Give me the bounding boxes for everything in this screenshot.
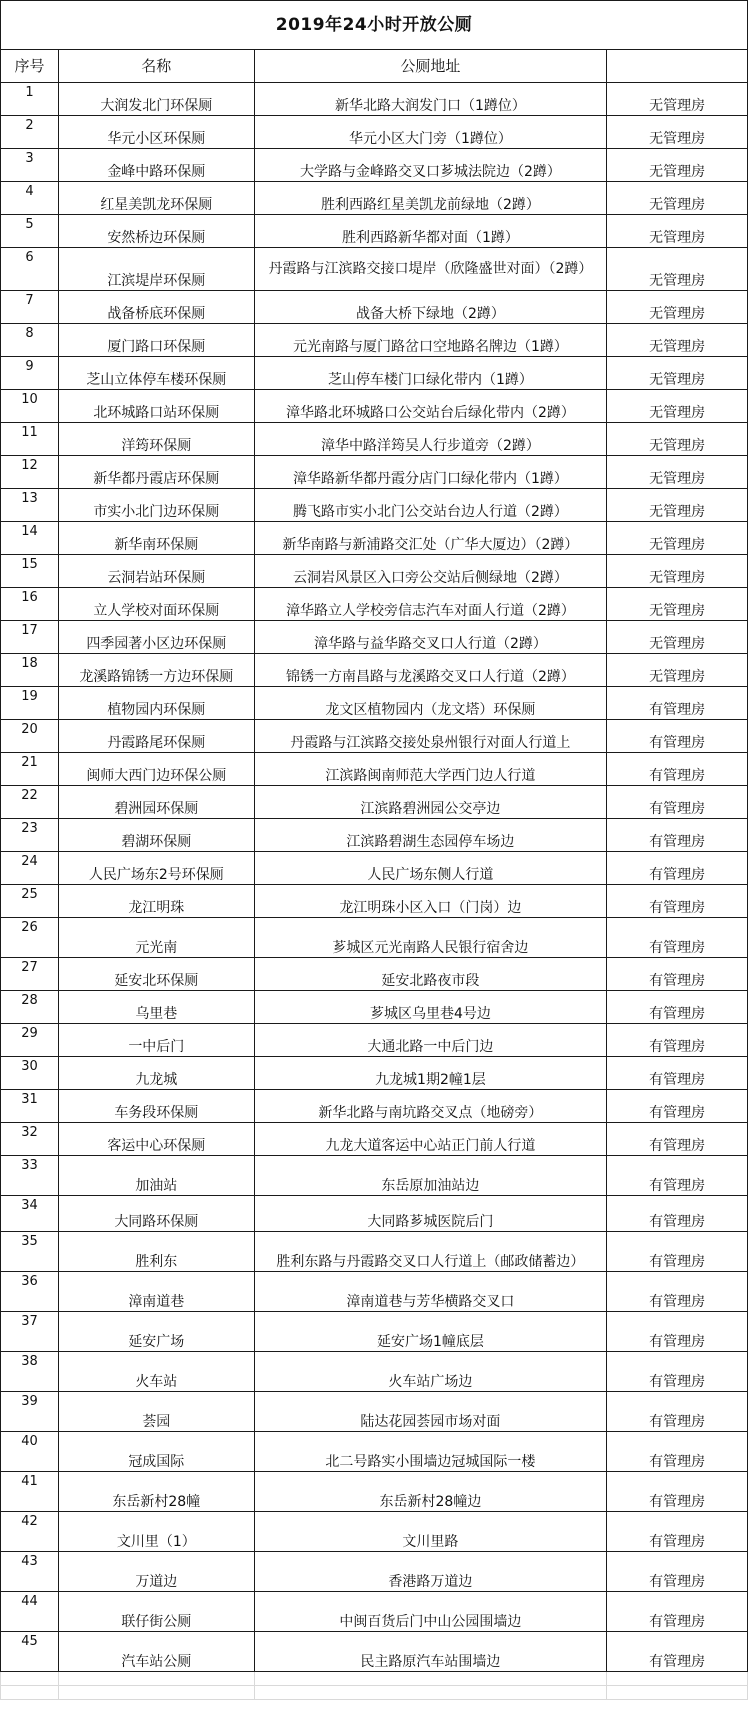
toilet-type: 无管理房: [607, 588, 748, 621]
empty-cell: [607, 1672, 748, 1686]
table-row: [1, 357, 748, 390]
toilet-type: 有管理房: [607, 720, 748, 753]
table-row: [1, 324, 748, 357]
toilet-address: 丹霞路与江滨路交接处泉州银行对面人行道上: [254, 720, 606, 753]
row-number: 1: [1, 83, 59, 116]
table-row: [1, 1632, 748, 1672]
toilet-address: 胜利西路红星美凯龙前绿地（2蹲）: [254, 182, 606, 215]
toilet-type: 有管理房: [607, 1232, 748, 1272]
toilet-type: 无管理房: [607, 149, 748, 182]
toilet-type: 有管理房: [607, 1123, 748, 1156]
toilet-address: 漳华路新华都丹霞分店门口绿化带内（1蹲）: [254, 456, 606, 489]
row-number: 34: [1, 1196, 59, 1232]
toilet-name: 火车站: [58, 1352, 254, 1392]
toilet-name: 一中后门: [58, 1024, 254, 1057]
toilet-type: 有管理房: [607, 1312, 748, 1352]
toilet-type: 无管理房: [607, 182, 748, 215]
table-row: [1, 522, 748, 555]
toilet-address: 九龙城1期2幢1层: [254, 1057, 606, 1090]
toilet-name: 龙江明珠: [58, 885, 254, 918]
toilet-address: 胜利东路与丹霞路交叉口人行道上（邮政储蓄边）: [254, 1232, 606, 1272]
table-row: [1, 720, 748, 753]
toilet-name: 九龙城: [58, 1057, 254, 1090]
toilet-type: 有管理房: [607, 885, 748, 918]
toilet-address: 东岳原加油站边: [254, 1156, 606, 1196]
row-number: 28: [1, 991, 59, 1024]
toilet-address: 延安广场1幢底层: [254, 1312, 606, 1352]
empty-cell: [254, 1686, 606, 1700]
row-number: 19: [1, 687, 59, 720]
toilet-type: 无管理房: [607, 291, 748, 324]
toilet-address: 大通北路一中后门边: [254, 1024, 606, 1057]
toilet-type: 有管理房: [607, 958, 748, 991]
empty-cell: [1, 1686, 59, 1700]
empty-cell: [254, 1672, 606, 1686]
row-number: 16: [1, 588, 59, 621]
toilet-type: 有管理房: [607, 1196, 748, 1232]
toilet-address: 人民广场东侧人行道: [254, 852, 606, 885]
toilet-name: 荟园: [58, 1392, 254, 1432]
toilet-address: 江滨路碧洲园公交亭边: [254, 786, 606, 819]
toilet-name: 北环城路口站环保厕: [58, 390, 254, 423]
row-number: 13: [1, 489, 59, 522]
toilet-type: 无管理房: [607, 555, 748, 588]
empty-cell: [58, 1686, 254, 1700]
table-row: [1, 555, 748, 588]
toilet-name: 碧湖环保厕: [58, 819, 254, 852]
toilet-type: 无管理房: [607, 248, 748, 291]
table-row: [1, 918, 748, 958]
toilet-type: 有管理房: [607, 1432, 748, 1472]
header-address: 公厕地址: [254, 50, 606, 83]
toilet-name: 华元小区环保厕: [58, 116, 254, 149]
row-number: 23: [1, 819, 59, 852]
toilet-name: 云洞岩站环保厕: [58, 555, 254, 588]
row-number: 20: [1, 720, 59, 753]
toilet-type: 无管理房: [607, 456, 748, 489]
toilet-type: 有管理房: [607, 753, 748, 786]
row-number: 38: [1, 1352, 59, 1392]
toilet-address: 云洞岩风景区入口旁公交站后侧绿地（2蹲）: [254, 555, 606, 588]
table-row: [1, 1392, 748, 1432]
row-number: 39: [1, 1392, 59, 1432]
toilet-address: 芗城区乌里巷4号边: [254, 991, 606, 1024]
toilet-name: 联仔街公厕: [58, 1592, 254, 1632]
row-number: 33: [1, 1156, 59, 1196]
row-number: 40: [1, 1432, 59, 1472]
toilet-type: 有管理房: [607, 1512, 748, 1552]
table-row: [1, 215, 748, 248]
table-row: [1, 456, 748, 489]
row-number: 41: [1, 1472, 59, 1512]
row-number: 18: [1, 654, 59, 687]
toilet-address: 漳华路与益华路交叉口人行道（2蹲）: [254, 621, 606, 654]
toilet-type: 有管理房: [607, 1632, 748, 1672]
header-no: 序号: [1, 50, 59, 83]
table-row: [1, 83, 748, 116]
table-row: [1, 1552, 748, 1592]
toilet-address: 新华北路与南坑路交叉点（地磅旁）: [254, 1090, 606, 1123]
table-row: [1, 149, 748, 182]
toilet-type: 有管理房: [607, 1156, 748, 1196]
row-number: 14: [1, 522, 59, 555]
toilet-name: 延安广场: [58, 1312, 254, 1352]
toilet-type: 有管理房: [607, 1592, 748, 1632]
toilet-name: 文川里（1）: [58, 1512, 254, 1552]
toilet-address: 龙文区植物园内（龙文塔）环保厕: [254, 687, 606, 720]
toilet-name: 植物园内环保厕: [58, 687, 254, 720]
toilet-type: 有管理房: [607, 1057, 748, 1090]
toilet-name: 厦门路口环保厕: [58, 324, 254, 357]
row-number: 7: [1, 291, 59, 324]
row-number: 26: [1, 918, 59, 958]
toilet-address: 江滨路闽南师范大学西门边人行道: [254, 753, 606, 786]
toilet-name: 大润发北门环保厕: [58, 83, 254, 116]
row-number: 44: [1, 1592, 59, 1632]
toilet-address: 元光南路与厦门路岔口空地路名牌边（1蹲）: [254, 324, 606, 357]
toilet-address: 丹霞路与江滨路交接口堤岸（欣隆盛世对面）（2蹲）: [254, 248, 606, 291]
empty-cell: [607, 1686, 748, 1700]
toilet-type: 有管理房: [607, 1024, 748, 1057]
toilet-address: 大学路与金峰路交叉口芗城法院边（2蹲）: [254, 149, 606, 182]
table-row: [1, 1196, 748, 1232]
table-row: [1, 1592, 748, 1632]
toilet-name: 碧洲园环保厕: [58, 786, 254, 819]
toilet-name: 乌里巷: [58, 991, 254, 1024]
toilet-type: 有管理房: [607, 1272, 748, 1312]
toilet-type: 有管理房: [607, 991, 748, 1024]
table-row: [1, 1272, 748, 1312]
toilet-type: 有管理房: [607, 1352, 748, 1392]
table-row: [1, 753, 748, 786]
toilet-type: 无管理房: [607, 324, 748, 357]
row-number: 42: [1, 1512, 59, 1552]
toilet-name: 市实小北门边环保厕: [58, 489, 254, 522]
table-row: [1, 1312, 748, 1352]
toilet-type: 无管理房: [607, 423, 748, 456]
table-row: [1, 1090, 748, 1123]
empty-row: [1, 1672, 748, 1686]
toilet-name: 元光南: [58, 918, 254, 958]
toilet-name: 闽师大西门边环保公厕: [58, 753, 254, 786]
toilet-name: 战备桥底环保厕: [58, 291, 254, 324]
toilet-name: 立人学校对面环保厕: [58, 588, 254, 621]
toilet-type: 无管理房: [607, 357, 748, 390]
toilet-name: 龙溪路锦锈一方边环保厕: [58, 654, 254, 687]
toilet-name: 汽车站公厕: [58, 1632, 254, 1672]
toilet-name: 大同路环保厕: [58, 1196, 254, 1232]
row-number: 9: [1, 357, 59, 390]
toilet-address: 胜利西路新华都对面（1蹲）: [254, 215, 606, 248]
row-number: 21: [1, 753, 59, 786]
empty-cell: [1, 1672, 59, 1686]
table-row: [1, 786, 748, 819]
toilet-address: 火车站广场边: [254, 1352, 606, 1392]
row-number: 30: [1, 1057, 59, 1090]
toilet-name: 洋筠环保厕: [58, 423, 254, 456]
row-number: 22: [1, 786, 59, 819]
row-number: 17: [1, 621, 59, 654]
table-row: [1, 1024, 748, 1057]
toilet-address: 中闽百货后门中山公园围墙边: [254, 1592, 606, 1632]
table-row: [1, 116, 748, 149]
toilet-name: 冠成国际: [58, 1432, 254, 1472]
toilet-address: 民主路原汽车站围墙边: [254, 1632, 606, 1672]
toilet-address: 新华南路与新浦路交汇处（广华大厦边）（2蹲）: [254, 522, 606, 555]
toilet-address: 腾飞路市实小北门公交站台边人行道（2蹲）: [254, 489, 606, 522]
row-number: 6: [1, 248, 59, 291]
row-number: 29: [1, 1024, 59, 1057]
row-number: 32: [1, 1123, 59, 1156]
table-row: [1, 1472, 748, 1512]
table-row: [1, 885, 748, 918]
toilet-type: 有管理房: [607, 1472, 748, 1512]
toilet-address: 江滨路碧湖生态园停车场边: [254, 819, 606, 852]
table-row: [1, 654, 748, 687]
toilet-address: 九龙大道客运中心站正门前人行道: [254, 1123, 606, 1156]
title-row: [1, 1, 748, 50]
toilet-name: 漳南道巷: [58, 1272, 254, 1312]
table-row: [1, 1232, 748, 1272]
row-number: 45: [1, 1632, 59, 1672]
toilet-type: 有管理房: [607, 1552, 748, 1592]
toilet-address: 东岳新村28幢边: [254, 1472, 606, 1512]
table-row: [1, 1123, 748, 1156]
toilet-type: 有管理房: [607, 1090, 748, 1123]
row-number: 10: [1, 390, 59, 423]
toilet-name: 万道边: [58, 1552, 254, 1592]
toilet-address: 陆达花园荟园市场对面: [254, 1392, 606, 1432]
table-row: [1, 1432, 748, 1472]
toilet-type: 无管理房: [607, 489, 748, 522]
table-title: 2019年24小时开放公厕: [1, 1, 748, 50]
toilet-address: 芝山停车楼门口绿化带内（1蹲）: [254, 357, 606, 390]
toilet-name: 丹霞路尾环保厕: [58, 720, 254, 753]
toilet-name: 延安北环保厕: [58, 958, 254, 991]
table-row: [1, 621, 748, 654]
toilet-address: 战备大桥下绿地（2蹲）: [254, 291, 606, 324]
toilet-name: 车务段环保厕: [58, 1090, 254, 1123]
toilet-address: 龙江明珠小区入口（门岗）边: [254, 885, 606, 918]
toilet-name: 安然桥边环保厕: [58, 215, 254, 248]
table-row: [1, 991, 748, 1024]
toilet-name: 江滨堤岸环保厕: [58, 248, 254, 291]
toilet-type: 有管理房: [607, 819, 748, 852]
toilet-name: 新华南环保厕: [58, 522, 254, 555]
row-number: 25: [1, 885, 59, 918]
toilet-address: 漳华中路洋筠吴人行步道旁（2蹲）: [254, 423, 606, 456]
toilet-type: 无管理房: [607, 621, 748, 654]
toilet-type: 无管理房: [607, 83, 748, 116]
row-number: 5: [1, 215, 59, 248]
toilet-type: 有管理房: [607, 1392, 748, 1432]
toilet-address: 华元小区大门旁（1蹲位）: [254, 116, 606, 149]
table-row: [1, 958, 748, 991]
row-number: 11: [1, 423, 59, 456]
table-row: [1, 687, 748, 720]
toilet-name: 人民广场东2号环保厕: [58, 852, 254, 885]
empty-row: [1, 1686, 748, 1700]
table-row: [1, 819, 748, 852]
row-number: 31: [1, 1090, 59, 1123]
toilet-address: 香港路万道边: [254, 1552, 606, 1592]
row-number: 3: [1, 149, 59, 182]
toilet-name: 金峰中路环保厕: [58, 149, 254, 182]
toilet-type: 无管理房: [607, 116, 748, 149]
toilet-address: 漳华路立人学校旁信志汽车对面人行道（2蹲）: [254, 588, 606, 621]
toilet-address: 新华北路大润发门口（1蹲位）: [254, 83, 606, 116]
toilet-address: 延安北路夜市段: [254, 958, 606, 991]
toilet-address: 大同路芗城医院后门: [254, 1196, 606, 1232]
table-row: [1, 1512, 748, 1552]
row-number: 12: [1, 456, 59, 489]
toilet-name: 客运中心环保厕: [58, 1123, 254, 1156]
table-row: [1, 1057, 748, 1090]
toilet-type: 有管理房: [607, 687, 748, 720]
toilet-address: 漳南道巷与芳华横路交叉口: [254, 1272, 606, 1312]
toilet-name: 新华都丹霞店环保厕: [58, 456, 254, 489]
toilet-address: 北二号路实小围墙边冠城国际一楼: [254, 1432, 606, 1472]
row-number: 24: [1, 852, 59, 885]
table-row: [1, 423, 748, 456]
toilet-type: 无管理房: [607, 215, 748, 248]
row-number: 4: [1, 182, 59, 215]
toilet-name: 胜利东: [58, 1232, 254, 1272]
table-row: [1, 248, 748, 291]
table-row: [1, 390, 748, 423]
header-name: 名称: [58, 50, 254, 83]
toilet-name: 东岳新村28幢: [58, 1472, 254, 1512]
toilet-name: 加油站: [58, 1156, 254, 1196]
row-number: 2: [1, 116, 59, 149]
toilet-type: 无管理房: [607, 390, 748, 423]
toilet-address: 文川里路: [254, 1512, 606, 1552]
toilet-name: 红星美凯龙环保厕: [58, 182, 254, 215]
table-row: [1, 1156, 748, 1196]
table-row: [1, 852, 748, 885]
table-row: [1, 489, 748, 522]
toilet-type: 有管理房: [607, 918, 748, 958]
table-row: [1, 182, 748, 215]
toilet-name: 四季园著小区边环保厕: [58, 621, 254, 654]
header-row: [1, 50, 748, 83]
toilet-address: 漳华路北环城路口公交站台后绿化带内（2蹲）: [254, 390, 606, 423]
row-number: 27: [1, 958, 59, 991]
toilet-address: 芗城区元光南路人民银行宿舍边: [254, 918, 606, 958]
row-number: 37: [1, 1312, 59, 1352]
table-row: [1, 588, 748, 621]
row-number: 8: [1, 324, 59, 357]
table-row: [1, 1352, 748, 1392]
header-type: [607, 50, 748, 83]
toilet-type: 有管理房: [607, 852, 748, 885]
toilet-type: 无管理房: [607, 522, 748, 555]
toilet-name: 芝山立体停车楼环保厕: [58, 357, 254, 390]
toilet-type: 有管理房: [607, 786, 748, 819]
row-number: 15: [1, 555, 59, 588]
row-number: 43: [1, 1552, 59, 1592]
toilet-address: 锦锈一方南昌路与龙溪路交叉口人行道（2蹲）: [254, 654, 606, 687]
table-row: [1, 291, 748, 324]
toilet-type: 无管理房: [607, 654, 748, 687]
row-number: 36: [1, 1272, 59, 1312]
empty-cell: [58, 1672, 254, 1686]
row-number: 35: [1, 1232, 59, 1272]
